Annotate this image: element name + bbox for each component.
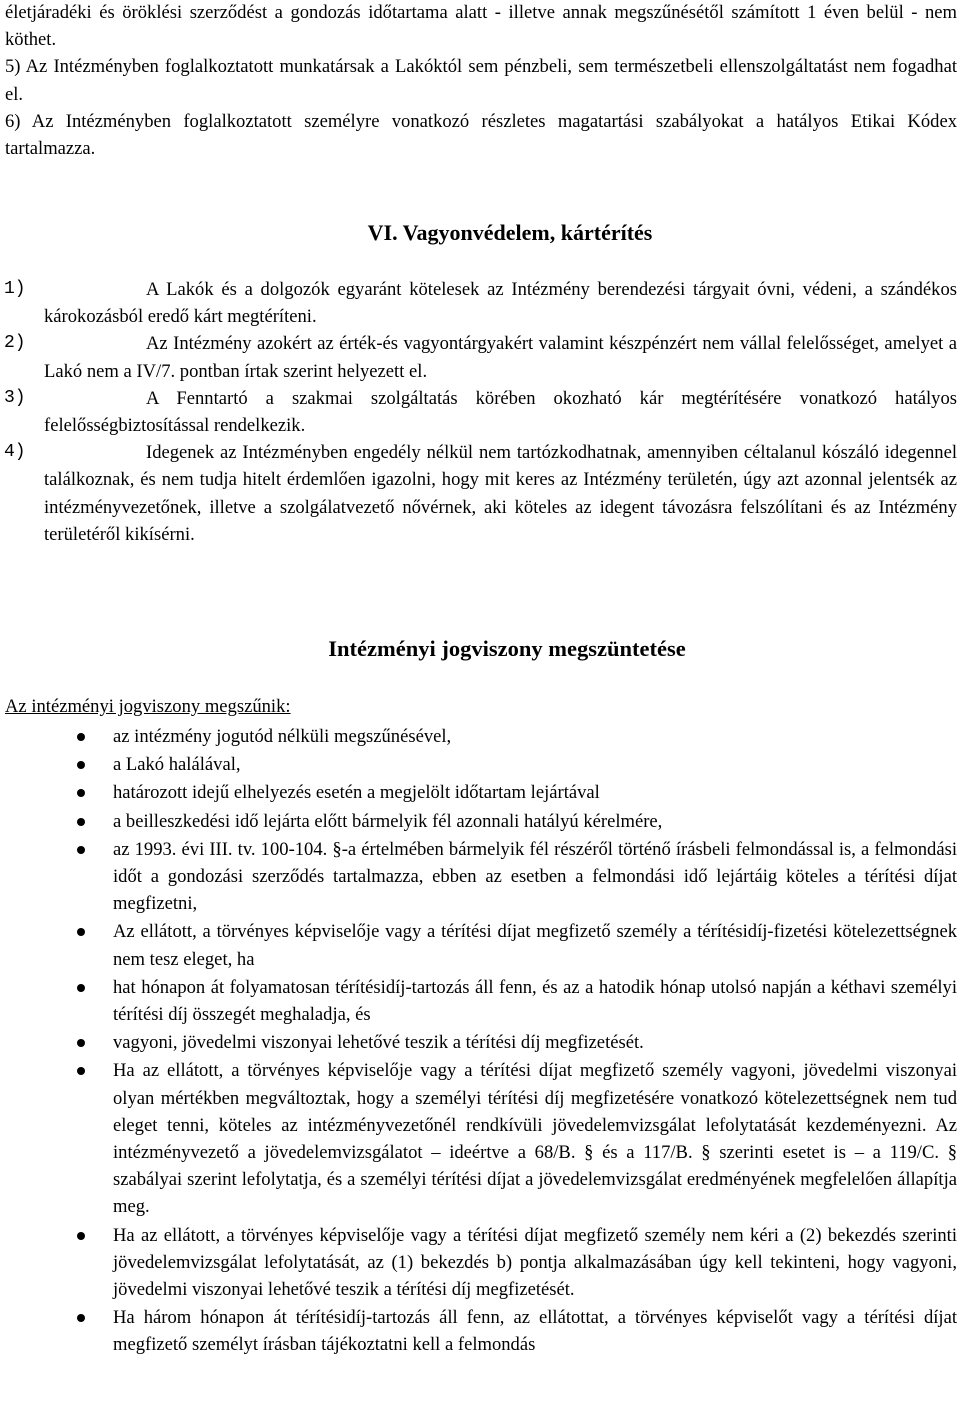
numbered-item-1: [0, 276, 957, 330]
numbered-item-4: [0, 439, 957, 548]
bullet-icon: [77, 818, 85, 826]
bullet-icon: [77, 1067, 85, 1075]
bullet-icon: [77, 1314, 85, 1322]
list-item: Ha az ellátott, a törvényes képviselője vagy a térítési díjat megfizető személy vagyoni, jövedelmi viszonyai olyan mértékben megváltoztak, hogy a személyi térítési díj megfizetésére vonatkozó kötelezettségnek nem tud eleget tenni, köteles az intézményvezetőnél rendkívüli jövedelemvizsgálat lefolytatását kezdeményezni. Az intézményvezető a jövedelemvizsgálatot – ideértve a 68/B. § és a 117/B. § szerinti esetet is – a 119/C. § szabályai szerint lefolytatja, és a személyi térítési díjat a jövedelemvizsgálat eredményének megfelelően állapítja meg.: [0, 1057, 957, 1220]
top-paragraphs: [5, 0, 957, 162]
list-item: a beilleszkedési idő lejárta előtt bármelyik fél azonnali hatályú kérelmére,: [0, 808, 957, 835]
bullet-icon: [77, 1039, 85, 1047]
item-text: Az Intézmény azokért az érték-és vagyontárgyakért valamint készpénzért nem vállal felelősséget, amelyet a Lakó nem a IV/7. pontban írtak szerint helyezett el.: [44, 333, 957, 382]
bullet-icon: [77, 1232, 85, 1240]
bullet-icon: [77, 984, 85, 992]
list-item: határozott idejű elhelyezés esetén a megjelölt időtartam lejártával: [0, 779, 957, 806]
item-text: A Fenntartó a szakmai szolgáltatás körében okozható kár megtérítésére vonatkozó hatályos felelősségbiztosítással rendelkezik.: [44, 387, 957, 437]
termination-bullet-list: [0, 723, 957, 1360]
list-item: az 1993. évi III. tv. 100-104. §-a értelmében bármelyik fél részéről történő írásbeli felmondással is, a felmondási időt a gondozási szerződés tartalmazza, ebben az esetben a felmondási idő lejártáig köteles a térítési díjat megfizetni,: [0, 836, 957, 918]
bullet-icon: [77, 789, 85, 797]
list-item: a Lakó halálával,: [0, 751, 957, 778]
paragraph-6-ethics-code: 6) Az Intézményben foglalkoztatott személyre vonatkozó részletes magatartási szabályokat a hatályos Etikai Kódex tartalmazza.: [5, 110, 957, 160]
list-item: hat hónapon át folyamatosan térítésidíj-tartozás áll fenn, és az a hatodik hónap utolsó napján a kéthavi személyi térítési díj összegét meghaladja, és: [0, 974, 957, 1028]
bullet-icon: [77, 846, 85, 854]
item-text: Idegenek az Intézményben engedély nélkül nem tartózkodhatnak, amennyiben céltalanul kószáló idegennel találkoznak, és nem tudja hitelt érdemlően igazolni, hogy mit keres az Intézmény területén, úgy azt azonnal jelentsék az intézményvezetőnek, illetve a szolgálatvezető nővérnek, aki köteles az idegent távozásra felszólítani és az Intézmény területéről kikísérni.: [44, 442, 957, 545]
numbered-item-2: [0, 330, 957, 384]
section-vi-title: VI. Vagyonvédelem, kártérítés: [367, 220, 653, 245]
item-marker: 1): [4, 279, 26, 299]
item-text: A Lakók és a dolgozók egyaránt kötelesek az Intézmény berendezési tárgyait óvni, védeni, a szándékos károkozásból eredő kárt megtéríteni.: [44, 279, 957, 328]
item-marker: 2): [4, 333, 26, 354]
list-item: Ha az ellátott, a törvényes képviselője vagy a térítési díjat megfizető személy nem kéri a (2) bekezdés szerinti jövedelemvizsgálat lefolytatását, az (1) bekezdés b) pontja alkalmazásában úgy kell tekinteni, hogy vagyoni, jövedelmi viszonyai lehetővé teszik a térítési díj megfizetését.: [0, 1222, 957, 1304]
bullet-icon: [77, 928, 85, 936]
item-marker: 4): [4, 442, 26, 463]
termination-intro: Az intézményi jogviszony megszűnik:: [5, 696, 291, 717]
list-item: vagyoni, jövedelmi viszonyai lehetővé teszik a térítési díj megfizetését.: [0, 1029, 957, 1056]
paragraph-inheritance-contract: életjáradéki és öröklési szerződést a gondozás időtartama alatt - illetve annak megszűnésétől számított 1 éven belül - nem köthet.: [5, 2, 957, 51]
bullet-icon: [77, 761, 85, 769]
paragraph-5-no-compensation: 5) Az Intézményben foglalkoztatott munkatársak a Lakóktól sem pénzbeli, sem természetbeli ellenszolgáltatást nem fogadhat el.: [5, 56, 957, 105]
list-item: az intézmény jogutód nélküli megszűnésével,: [0, 723, 957, 750]
list-item: Az ellátott, a törvényes képviselője vagy a térítési díjat megfizető személy a térítésidíj-fizetési kötelezettségnek nem tesz eleget, ha: [0, 918, 957, 972]
termination-title: Intézményi jogviszony megszüntetése: [328, 636, 686, 661]
section-vi-list: [0, 276, 957, 548]
item-marker: 3): [4, 387, 26, 408]
numbered-item-3: [0, 385, 957, 439]
list-item: Ha három hónapon át térítésidíj-tartozás áll fenn, az ellátottat, a törvényes képviselőt vagy a térítési díjat megfizető személyt írásban tájékoztatni kell a felmondás: [0, 1304, 957, 1358]
bullet-icon: [77, 733, 85, 741]
